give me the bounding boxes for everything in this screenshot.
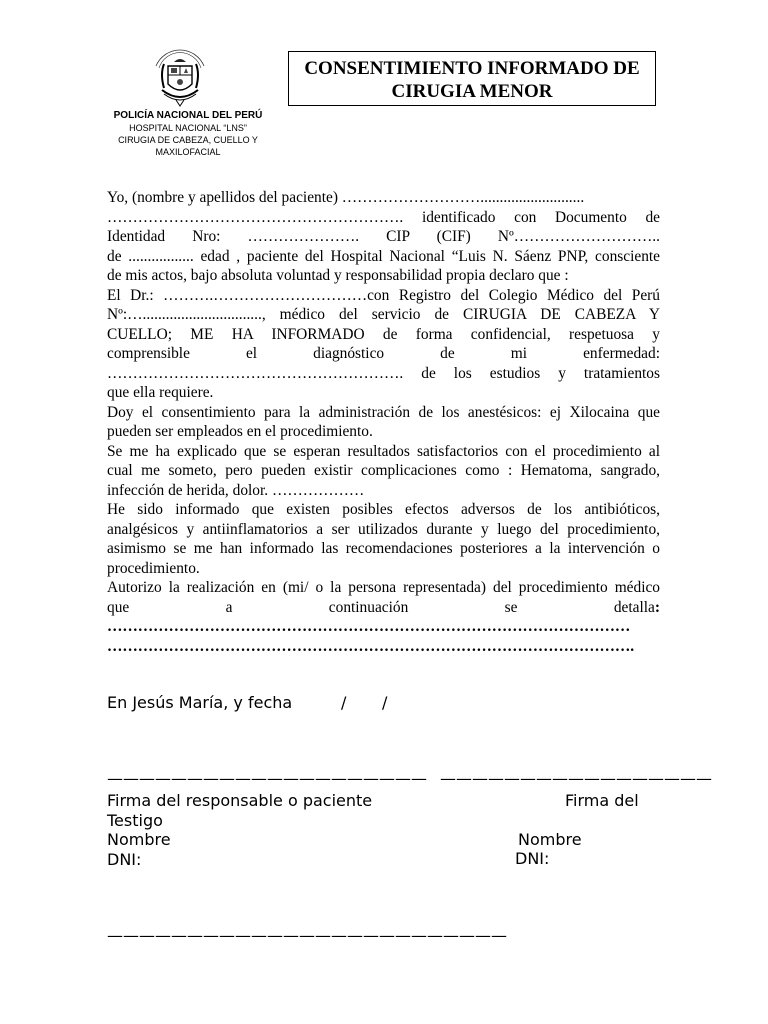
body-line: asimismo se me han informado las recomendaciones posteriores a la intervención o [107, 540, 660, 557]
body-line: infección de herida, dolor. ……………… [107, 481, 365, 499]
place-date-label: En Jesús María, y fecha [107, 693, 293, 712]
body-line: analgésicos y antiinflamatorios a ser utilizados durante y luego del procedimiento, [107, 520, 660, 538]
department-line-1: CIRUGIA DE CABEZA, CUELLO Y [118, 135, 258, 145]
body-line: …………………………………………………. de los estudios y tratamientos [107, 364, 660, 382]
title-line-1: CONSENTIMIENTO INFORMADO DE [304, 58, 640, 79]
witness-name-label: Nombre [518, 830, 582, 849]
witness-dni-label: DNI: [515, 849, 550, 868]
body-line: Yo, (nombre y apellidos del paciente) ………………………........................... [107, 189, 585, 206]
body-line: de ................. edad , paciente del Hospital Nacional “Luis N. Sáenz PNP, consciente [107, 247, 660, 265]
date-separator-2: / [382, 693, 388, 712]
body-line: Autorizo la realización en (mi/ o la persona representada) del procedimiento médico [107, 579, 660, 596]
department-line-2: MAXILOFACIAL [155, 147, 221, 157]
body-line: El Dr.: ……….…………………………con Registro del Colegio Médico del Perú [107, 286, 660, 304]
body-line: …………………………………………………. identificado con Documento de [107, 208, 660, 226]
body-line: Identidad Nro: …………………. CIP (CIF) Nº……………………….. [107, 228, 660, 245]
institution-name: POLICÍA NACIONAL DEL PERÚ [113, 110, 263, 121]
body-line: pueden ser empleados en el procedimiento. [107, 423, 373, 440]
signature-line-witness: ————————————————— [440, 769, 712, 788]
institution-block [95, 110, 281, 158]
body-line: cual me someto, pero pueden existir complicaciones como : Hematoma, sangrado, [107, 462, 660, 479]
body-line-22-text: que a continuación se detalla [107, 598, 655, 616]
document-title-box [288, 51, 656, 106]
body-line: Nº:…..............................., médico del servicio de CIRUGIA DE CABEZA Y [107, 306, 660, 323]
body-line: CUELLO; ME HA INFORMADO de forma confidencial, respetuosa y [107, 325, 660, 343]
body-line: que ella requiere. [107, 384, 214, 401]
responsible-name-label: Nombre [107, 830, 171, 849]
body-line: comprensible el diagnóstico de mi enfermedad: [107, 345, 660, 362]
responsible-dni-label: DNI: [107, 849, 142, 869]
witness-signature-label: Firma del [565, 791, 639, 810]
body-line: de mis actos, bajo absoluta voluntad y responsabilidad propia declaro que : [107, 267, 569, 284]
body-line: He sido informado que existen posibles efectos adversos de los antibióticos, [107, 501, 660, 518]
consent-body [107, 188, 660, 656]
body-line [107, 598, 660, 618]
body-line: Doy el consentimiento para la administración de los anestésicos: ej Xilocaina que [107, 403, 660, 421]
body-line: procedimiento. [107, 559, 200, 577]
date-separator-1: / [341, 693, 347, 712]
bottom-signature-line: ————————————————————————— [107, 926, 507, 945]
body-line-22-colon: : [654, 598, 660, 616]
procedure-blank-line-1: ………………………………………………………………………………………… [107, 618, 631, 635]
responsible-signature-block [107, 791, 372, 869]
signature-line-responsible: ———————————————————— [107, 769, 427, 788]
title-line-2: CIRUGIA MENOR [391, 81, 553, 102]
witness-label-wrap: Testigo [107, 810, 163, 830]
responsible-signature-label: Firma del responsable o paciente [107, 791, 373, 810]
body-line: Se me ha explicado que se esperan resultados satisfactorios con el procedimiento al [107, 442, 660, 460]
procedure-blank-line-2: …………………………………………………………………………………………. [107, 637, 635, 655]
police-crest-logo [150, 44, 210, 108]
hospital-name: HOSPITAL NACIONAL “LNS” [129, 123, 247, 133]
